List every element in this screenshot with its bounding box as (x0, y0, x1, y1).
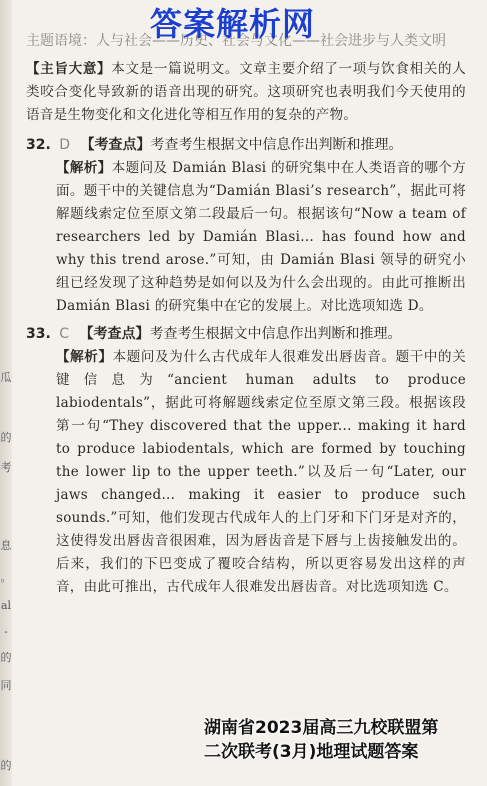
point-tag: 【考查点】 (80, 137, 151, 153)
theme-text: 人与社会——历史、社会与文化——社会进步与人类文明 (96, 33, 446, 49)
strip-glyph: 瓜 (0, 371, 12, 384)
question-header (26, 133, 466, 157)
main-idea-tag: 【主旨大意】 (26, 61, 112, 77)
banner-line: 二次联考(3月)地理试题答案 (204, 742, 419, 762)
strip-glyph: al (0, 599, 12, 612)
strip-glyph: 的 (0, 651, 12, 664)
answer-content (26, 30, 466, 599)
adjacent-page-strip (0, 0, 12, 786)
analysis-tag: 【解析】 (56, 160, 112, 176)
strip-glyph: - (4, 625, 8, 638)
question-number: 33. (26, 326, 51, 342)
analysis (56, 346, 466, 599)
strip-glyph: 同 (0, 679, 12, 692)
exam-banner (204, 716, 487, 764)
point-tag: 【考查点】 (79, 326, 150, 342)
strip-glyph: 的 (0, 759, 12, 772)
analysis-text: 本题问及 Damián Blasi 的研究集中在人类语音的哪个方面。题干中的关键信息为“Damián Blasi’s research”，据此可将解题线索定位至原文第二段最后一句。根据该句“Now a team of researchers led by Damián Blasi... has found how and why this trend arose.”可知，由 Damián Blasi 领导的研究小组已经发现了这种趋势是如何以及为什么会出现的。由此可推断出 Damián Blasi 的研究集中在它的发展上。对比选项知选 D。 (56, 160, 466, 314)
strip-glyph: 的 (0, 431, 12, 444)
analysis-text: 本题问及为什么古代成年人很难发出唇齿音。题干中的关键信息为“ancient human adults to produce labiodentals”，据此可将解题线索定位至原文第三段。根据该段第一句“They discovered that the upper... making it hard to produce labiodentals, which are formed by touching the lower lip to the upper teeth.”以及后一句“Later, our jaws changed... making it easier to produce such sounds.”可知，他们发现古代成年人的上门牙和下门牙是对齐的，这使得发出唇齿音很困难，因为唇齿音是下唇与上齿接触发出的。后来，我们的下巴变成了覆咬合结构，所以更容易发出这样的声音，由此可推出，古代成年人很难发出唇齿音。对比选项知选 C。 (56, 349, 467, 595)
banner-line: 湖南省2023届高三九校联盟第 (204, 718, 439, 738)
strip-glyph: 息 (0, 539, 12, 552)
point-text: 考查考生根据文中信息作出判断和推理。 (150, 137, 403, 153)
question-answer: C (59, 326, 70, 342)
theme-label: 主题语境： (26, 33, 96, 49)
question-answer: D (59, 137, 71, 153)
strip-glyph: 。 (0, 571, 12, 584)
main-idea (26, 58, 466, 127)
watermark-logo: 答案解析网 (150, 5, 316, 43)
analysis-tag: 【解析】 (56, 349, 113, 365)
point-text: 考查考生根据文中信息作出判断和推理。 (149, 326, 402, 342)
question-32 (26, 133, 466, 318)
question-number: 32. (26, 137, 51, 153)
main-idea-text: 本文是一篇说明文。文章主要介绍了一项与饮食相关的人类咬合变化导致新的语音出现的研究。这项研究也表明我们今天使用的语音是生物变化和文化进化等相互作用的复杂的产物。 (26, 61, 466, 123)
strip-glyph: 考 (0, 461, 12, 474)
analysis (56, 157, 466, 318)
question-header (26, 322, 466, 346)
question-33 (26, 322, 466, 599)
